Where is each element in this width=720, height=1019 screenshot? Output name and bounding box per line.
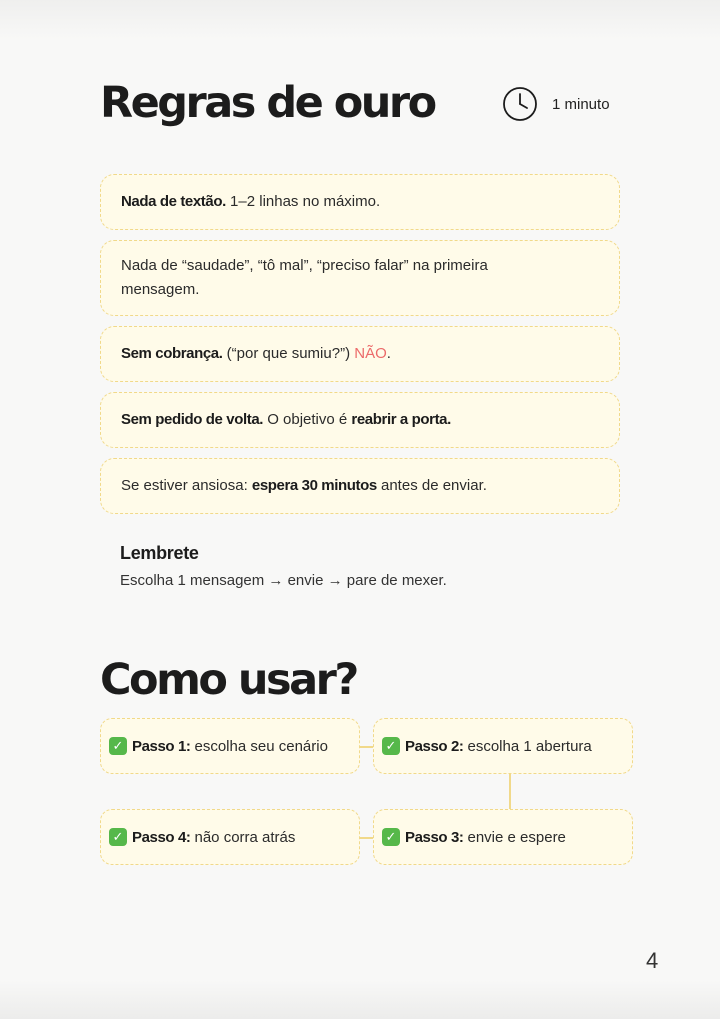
step-2-label: Passo 2:	[405, 737, 464, 755]
reading-time	[502, 86, 610, 122]
step-card-4	[100, 809, 360, 865]
rule-4-bold2: reabrir a porta.	[351, 411, 451, 428]
rule-5-text: Se estiver ansiosa:	[121, 477, 252, 494]
section-title-how-to: Como usar?	[100, 655, 357, 705]
step-card-3	[373, 809, 633, 865]
rule-4-bold: Sem pedido de volta.	[121, 411, 264, 428]
rule-5-tail: antes de enviar.	[376, 477, 487, 494]
step-2-text: escolha 1 abertura	[467, 737, 592, 755]
check-icon: ✓	[109, 737, 127, 755]
reminder-text: Escolha 1 mensagem → envie → pare de mexer.	[120, 572, 447, 589]
clock-icon	[502, 86, 538, 122]
connector-3-4	[360, 837, 373, 839]
page-number: 4	[646, 948, 659, 973]
reading-time-label: 1 minuto	[552, 95, 610, 113]
reminder-title: Lembrete	[120, 543, 199, 563]
step-1-label: Passo 1:	[132, 737, 191, 755]
step-4-label: Passo 4:	[132, 828, 191, 846]
check-icon: ✓	[382, 828, 400, 846]
rule-3-highlight: NÃO	[354, 345, 387, 362]
rule-1-text: 1–2 linhas no máximo.	[225, 193, 381, 210]
rule-card-3	[100, 326, 620, 382]
step-card-1	[100, 718, 360, 774]
rule-3-bold: Sem cobrança.	[121, 345, 223, 362]
step-1-text: escolha seu cenário	[194, 737, 328, 755]
check-icon: ✓	[382, 737, 400, 755]
step-card-2	[373, 718, 633, 774]
rule-card-2	[100, 240, 620, 316]
rule-2-text: Nada de “saudade”, “tô mal”, “preciso falar” na primeira mensagem.	[121, 257, 488, 298]
check-icon: ✓	[109, 828, 127, 846]
rule-5-bold: espera 30 minutos	[251, 477, 377, 494]
rule-card-1	[100, 174, 620, 230]
step-4-text: não corra atrás	[194, 828, 296, 846]
rule-3-tail: .	[386, 345, 391, 362]
rule-1-bold: Nada de textão.	[121, 193, 226, 210]
rule-card-4	[100, 392, 620, 448]
step-3-label: Passo 3:	[405, 828, 464, 846]
connector-2-3	[509, 774, 511, 809]
connector-1-2	[360, 746, 373, 748]
rule-4-text: O objetivo é	[263, 411, 352, 428]
rule-3-text: (“por que sumiu?”)	[222, 345, 355, 362]
step-3-text: envie e espere	[467, 828, 566, 846]
rule-card-5	[100, 458, 620, 514]
page-title-golden-rules: Regras de ouro	[100, 78, 435, 128]
